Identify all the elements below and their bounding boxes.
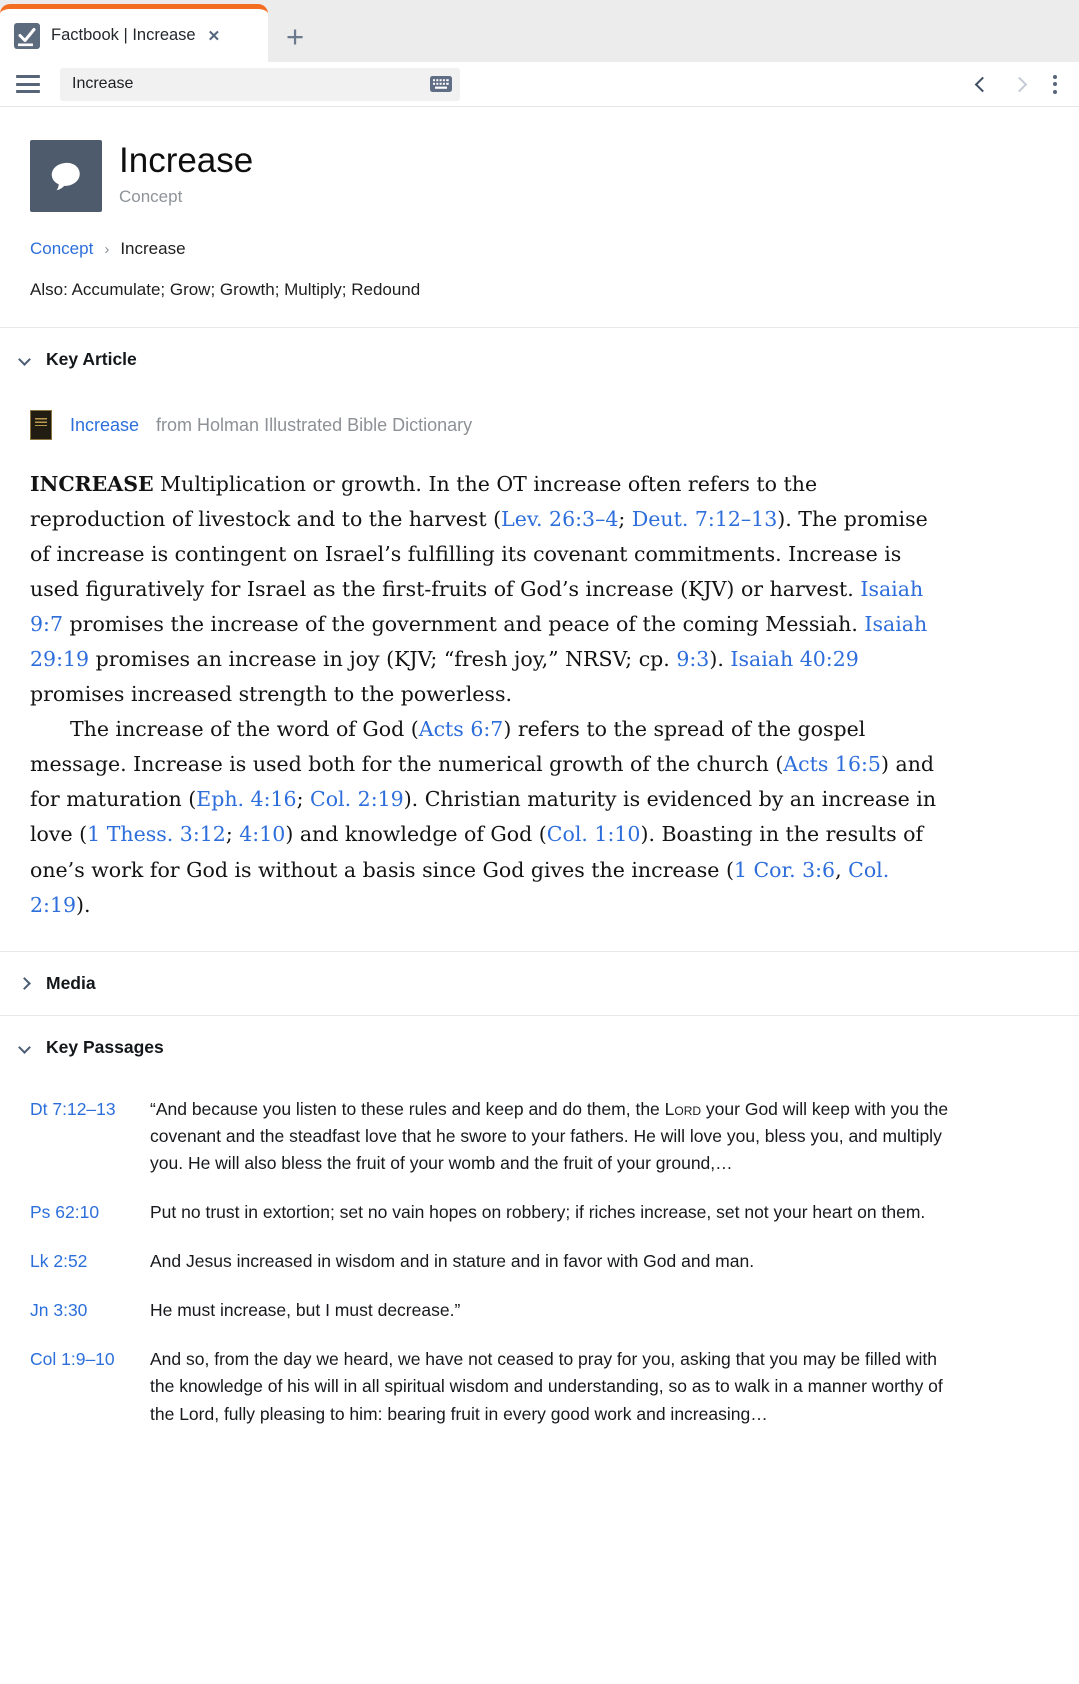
panel-menu-icon[interactable] <box>16 75 40 93</box>
scripture-reference-link[interactable]: Eph. 4:16 <box>196 787 297 812</box>
chevron-down-icon[interactable] <box>18 1041 31 1054</box>
key-article-body <box>30 467 946 951</box>
scripture-reference-link[interactable]: 1 Cor. 3:6 <box>733 857 836 882</box>
page-title: Increase <box>119 141 254 180</box>
passage-row <box>30 1085 1049 1188</box>
scripture-reference-link[interactable]: Col. 2:19 <box>310 787 404 812</box>
article-source-row <box>30 410 1049 440</box>
scripture-reference-link[interactable]: Lev. 26:3–4 <box>501 507 619 532</box>
back-icon[interactable] <box>975 76 991 92</box>
scripture-reference-link[interactable]: Isaiah 40:29 <box>730 647 859 672</box>
history-controls <box>977 73 1063 96</box>
key-passages-list <box>30 1079 1049 1479</box>
entry-header <box>30 140 1049 212</box>
scripture-reference-link[interactable]: Deut. 7:12–13 <box>631 507 778 532</box>
breadcrumb-current: Increase <box>120 239 186 258</box>
book-cover-icon <box>30 410 52 440</box>
tab-title: Factbook | Increase <box>51 26 196 44</box>
passage-row <box>30 1335 1049 1438</box>
scripture-reference-link[interactable]: Isaiah 9:7 <box>30 577 924 637</box>
breadcrumb-concept-link[interactable]: Concept <box>30 239 94 258</box>
section-key-article-header[interactable] <box>30 328 1049 391</box>
section-label: Media <box>46 972 96 993</box>
passage-row <box>30 1188 1049 1237</box>
passage-ref-link[interactable]: Lk 2:52 <box>30 1251 88 1272</box>
scripture-reference-link[interactable]: Isaiah 29:19 <box>30 612 928 672</box>
section-label: Key Article <box>46 349 137 369</box>
breadcrumb-separator: › <box>104 240 110 258</box>
keyboard-icon[interactable] <box>430 76 452 92</box>
article-source-label: from Holman Illustrated Bible Dictionary <box>156 414 473 435</box>
factbook-search-box[interactable] <box>60 68 460 101</box>
scripture-reference-link[interactable]: 1 Thess. 3:12 <box>87 822 226 847</box>
new-tab-button[interactable]: + <box>286 19 305 54</box>
scripture-reference-link[interactable]: Acts 16:5 <box>783 752 881 777</box>
article-paragraph: INCREASE Multiplication or growth. In the OT increase often refers to the reproduction of livestock and to the harvest (Lev. 26:3–4; Deut. 7:12–13). The promise of increase is contingent on Israel’s fulfilling its covenant commitments. Increase is used figuratively for Israel as the first-fruits of God’s increase (KJV) or harvest. Isaiah 9:7 promises the increase of the government and peace of the coming Messiah. Isaiah 29:19 promises an increase in joy (KJV; “fresh joy,” NRSV; cp. 9:3). Isaiah 40:29 promises increased strength to the powerless. <box>30 472 928 707</box>
passage-text: And so, from the day we heard, we have not ceased to pray for you, asking that you may be filled with the knowledge of his will in all spiritual wisdom and understanding, so as to walk in a manner worthy of the Lord, fully pleasing to him: bearing fruit in every good work and increasing… <box>150 1349 943 1424</box>
forward-icon[interactable] <box>1012 76 1028 92</box>
section-media-header[interactable] <box>30 952 1049 1015</box>
passage-ref-link[interactable]: Dt 7:12–13 <box>30 1098 116 1119</box>
scripture-reference-link[interactable]: Acts 6:7 <box>418 717 504 742</box>
scripture-reference-link[interactable]: 4:10 <box>239 822 286 847</box>
passage-ref-link[interactable]: Col 1:9–10 <box>30 1349 115 1370</box>
concept-avatar <box>30 140 102 212</box>
tab-factbook[interactable] <box>0 4 268 62</box>
article-paragraph: The increase of the word of God (Acts 6:7) refers to the spread of the gospel message. Increase is used both for the numerical growth of the church (Acts 16:5) and for maturation (Eph. 4:16; Col. 2:19). Christian maturity is evidenced by an increase in love (1 Thess. 3:12; 4:10) and knowledge of God (Col. 1:10). Boasting in the results of one’s work for God is without a basis since God gives the increase (1 Cor. 3:6, Col. 2:19). <box>30 717 937 917</box>
scripture-reference-link[interactable]: 9:3 <box>676 647 710 672</box>
section-key-passages-header[interactable] <box>30 1016 1049 1079</box>
scripture-reference-link[interactable]: Col. 2:19 <box>30 857 890 917</box>
chevron-down-icon[interactable] <box>18 353 31 366</box>
tab-strip <box>0 0 1079 62</box>
passage-ref-link[interactable]: Jn 3:30 <box>30 1300 88 1321</box>
passage-text: And Jesus increased in wisdom and in stature and in favor with God and man. <box>150 1251 755 1272</box>
passage-text: He must increase, but I must decrease.” <box>150 1300 461 1321</box>
entry-type-label: Concept <box>119 187 183 206</box>
kebab-menu-icon[interactable] <box>1051 73 1059 96</box>
passage-row <box>30 1286 1049 1335</box>
article-title-link[interactable]: Increase <box>70 414 140 435</box>
tab-close-icon[interactable]: ✕ <box>207 27 221 45</box>
speech-bubble-icon <box>48 158 84 194</box>
chevron-right-icon[interactable] <box>18 977 31 990</box>
factbook-search-input[interactable] <box>72 75 430 93</box>
breadcrumb <box>30 239 1049 259</box>
passage-text: “And because you listen to these rules and keep and do them, the Lord your God will keep with you the covenant and the steadfast love that he swore to your fathers. He will love you, bless you, and multiply you. He will also bless the fruit of your womb and the fruit of your ground,… <box>150 1098 949 1173</box>
passage-row <box>30 1237 1049 1286</box>
passage-ref-link[interactable]: Ps 62:10 <box>30 1201 100 1222</box>
section-label: Key Passages <box>46 1036 164 1057</box>
also-known-as: Also: Accumulate; Grow; Growth; Multiply; Redound <box>30 280 421 299</box>
panel-toolbar <box>0 62 1079 107</box>
factbook-icon <box>14 23 40 49</box>
scripture-reference-link[interactable]: Col. 1:10 <box>546 822 641 847</box>
passage-text: Put no trust in extortion; set no vain hopes on robbery; if riches increase, set not your heart on them. <box>150 1201 926 1222</box>
